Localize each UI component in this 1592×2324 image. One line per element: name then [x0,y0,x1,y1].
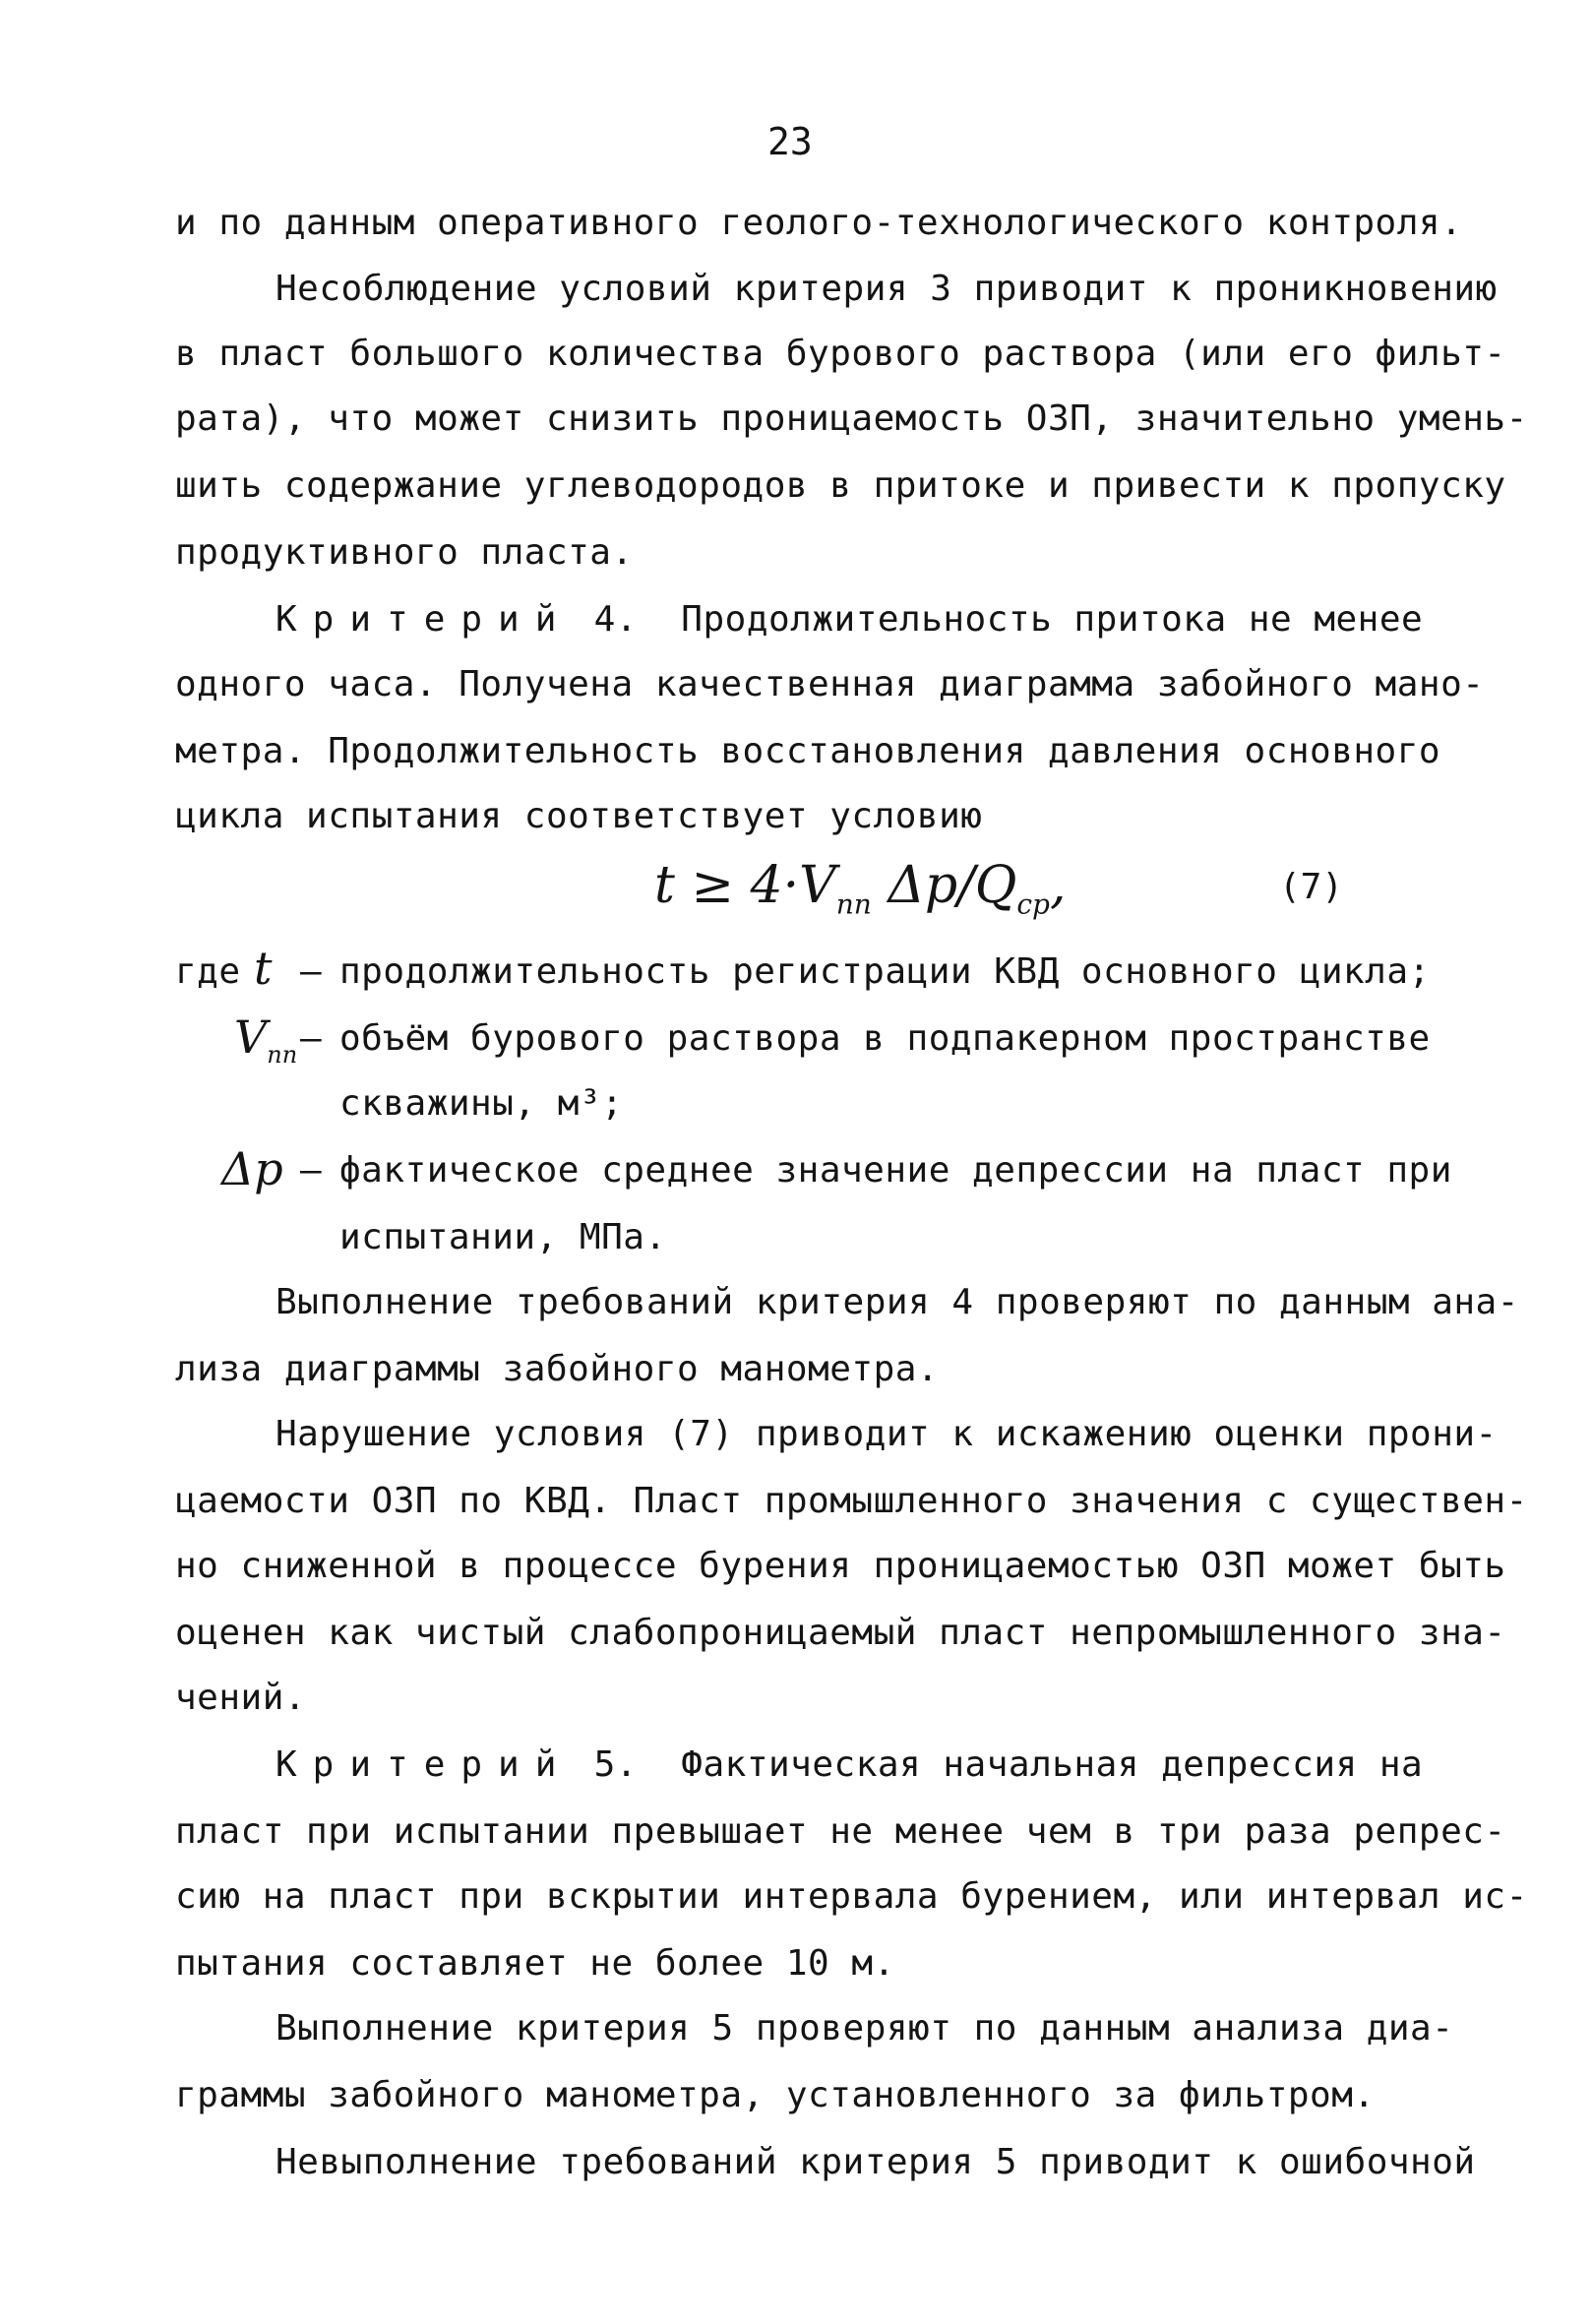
formula-q-sub: ср [1016,887,1050,921]
criterion-number: 4. [593,599,638,640]
formula-four: 4 [750,856,783,915]
text-line: в пласт большого количества бурового раствора (или его фильт- [175,334,1506,374]
formula-t: t [654,856,675,915]
criterion-label: Критерий [276,599,573,640]
symbol-dp: Δp [221,1142,283,1195]
definition-dash: – [300,1150,322,1191]
criterion-5-heading [276,1743,1423,1787]
text-line: оценен как чистый слабопроницаемый пласт непромышленного зна- [175,1613,1506,1653]
paragraph-start: Невыполнение требований критерия 5 приводит к ошибочной [276,2142,1476,2182]
text-line: но сниженной в процессе бурения проницаемостью ОЗП может быть [175,1546,1506,1586]
criterion-label: Критерий [276,1744,573,1785]
page-number: 23 [767,120,813,163]
formula-comma: , [1049,856,1067,915]
formula-dp: Δp [888,856,958,915]
symbol-v [234,1011,297,1080]
text-line: пытания составляет не более 10 м. [175,1943,895,1984]
text-line: шить содержание углеводородов в притоке и привести к пропуску [175,465,1506,506]
definition-dp-line1: фактическое среднее значение депрессии на пласт при [339,1150,1452,1191]
paragraph-start: Выполнение требований критерия 4 проверяют по данным ана- [276,1282,1519,1322]
formula-slash: / [957,856,975,915]
text-line: граммы забойного манометра, установленного за фильтром. [175,2075,1376,2115]
where-word: где [175,951,241,992]
text-line: и по данным оперативного геолого-технологического контроля. [175,203,1463,243]
criterion-text: Продолжительность притока не менее [681,599,1424,640]
criterion-number: 5. [593,1744,638,1785]
definition-dash: – [300,951,322,992]
symbol-t: t [254,942,273,995]
definition-t: продолжительность регистрации КВД основного цикла; [339,951,1431,992]
paragraph-start: Несоблюдение условий критерия 3 приводит к проникновению [276,269,1498,309]
formula-ge: ≥ [691,856,735,915]
paragraph-start: Нарушение условия (7) приводит к искажению оценки прони- [276,1414,1498,1454]
text-line: метра. Продолжительность восстановления давления основного [175,731,1441,771]
formula-v-sub: пп [835,887,872,921]
text-line: продуктивного пласта. [175,532,634,573]
text-line: цикла испытания соответствует условию [175,796,983,836]
definition-v-line1: объём бурового раствора в подпакерном пространстве [339,1018,1431,1059]
text-line: рата), что может снизить проницаемость ОЗП, значительно умень- [175,398,1528,439]
text-line: лиза диаграммы забойного манометра. [175,1349,940,1389]
criterion-4-heading [276,598,1423,642]
equation-number: (7) [1279,867,1344,907]
symbol-v-letter: V [234,1010,268,1064]
text-line: цаемости ОЗП по КВД. Пласт промышленного значения с существен- [175,1481,1528,1521]
formula-dot: · [782,856,800,915]
paragraph-start: Выполнение критерия 5 проверяют по данным анализа диа- [276,2008,1454,2049]
definition-dp-line2: испытании, МПа. [339,1217,667,1257]
definition-v-line2: скважины, м³; [339,1083,624,1124]
text-line: одного часа. Получена качественная диаграмма забойного мано- [175,664,1485,704]
formula-q: Q [974,856,1017,915]
definition-dash: – [300,1018,322,1059]
formula-7 [654,854,1067,936]
formula-v: V [799,856,836,915]
text-line: чений. [175,1678,307,1718]
text-line: сию на пласт при вскрытии интервала бурением, или интервал ис- [175,1876,1528,1917]
criterion-text: Фактическая начальная депрессия на [681,1744,1424,1785]
text-line: пласт при испытании превышает не менее чем в три раза репрес- [175,1811,1506,1852]
symbol-v-sub: пп [267,1041,298,1070]
